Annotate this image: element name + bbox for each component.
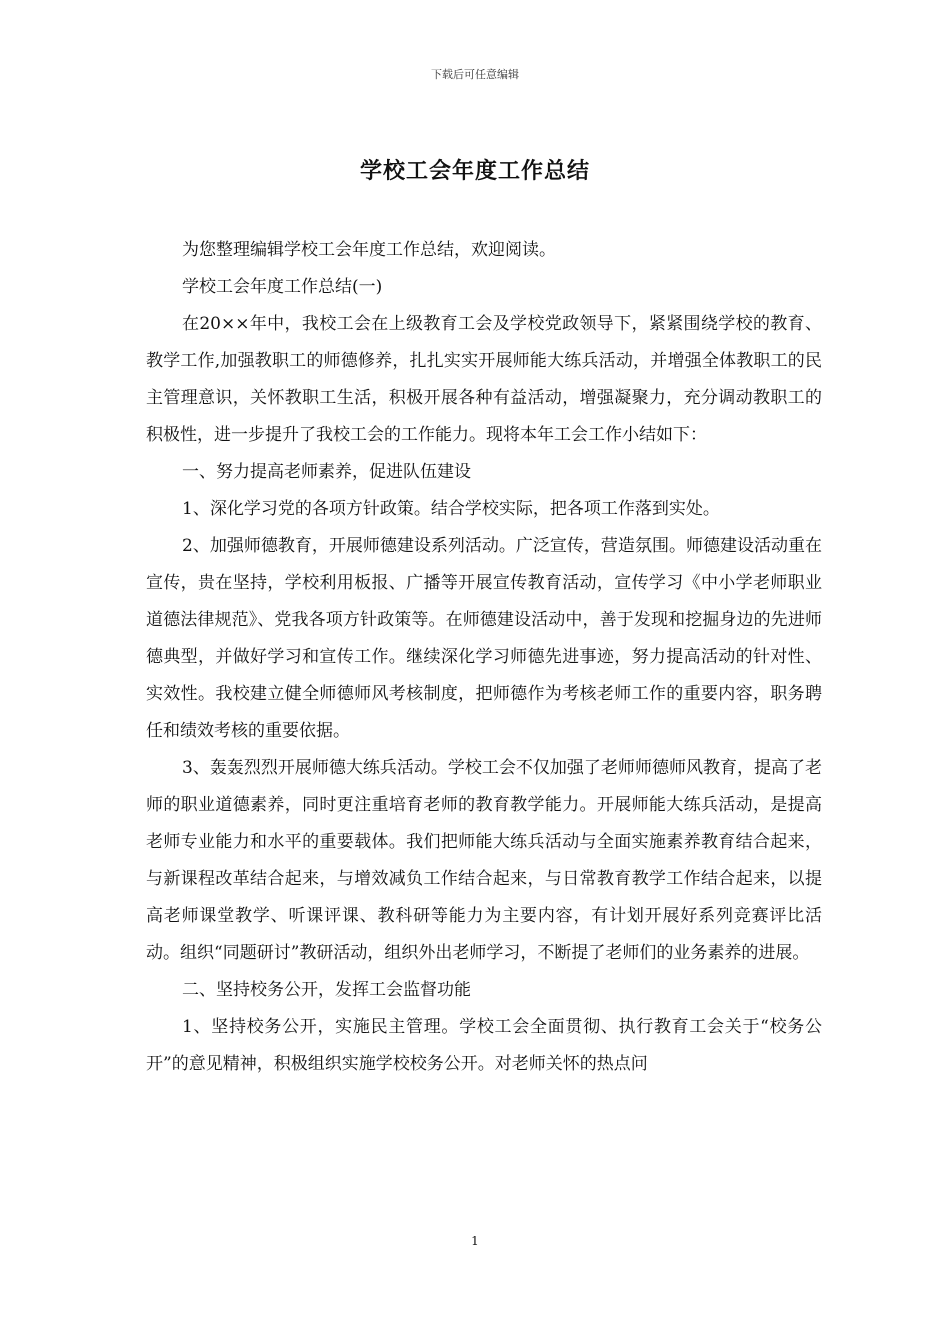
paragraph-item-1-2: 2、加强师德教育，开展师德建设系列活动。广泛宣传，营造氛围。师德建设活动重在宣传，贵在坚持，学校利用板报、广播等开展宣传教育活动，宣传学习《中小学老师职业道德法律规范》、党我各项方针政策等。在师德建设活动中，善于发现和挖掘身边的先进师德典型，并做好学习和宣传工作。继续深化学习师德先进事迹，努力提高活动的针对性、实效性。我校建立健全师德师风考核制度，把师德作为考核老师工作的重要内容，职务聘任和绩效考核的重要依据。	[146, 536, 822, 741]
header-note: 下载后可任意编辑	[431, 68, 519, 81]
paragraph-intro: 为您整理编辑学校工会年度工作总结，欢迎阅读。	[182, 240, 556, 260]
paragraph-overview: 在20××年中，我校工会在上级教育工会及学校党政领导下，紧紧围绕学校的教育、教学工作,加强教职工的师德修养，扎扎实实开展师能大练兵活动，并增强全体教职工的民主管理意识，关怀教职工生活，积极开展各种有益活动，增强凝聚力，充分调动教职工的积极性，进一步提升了我校工会的工作能力。现将本年工会工作小结如下：	[146, 314, 822, 445]
paragraph-item-2-1: 1、坚持校务公开，实施民主管理。学校工会全面贯彻、执行教育工会关于“校务公开”的意见精神，积极组织实施学校校务公开。对老师关怀的热点问	[146, 1017, 822, 1074]
section-heading-2: 二、坚持校务公开，发挥工会监督功能	[182, 980, 471, 1000]
page-number: 1	[471, 1234, 479, 1248]
document-title: 学校工会年度工作总结	[359, 158, 590, 184]
section-heading-1: 一、努力提高老师素养，促进队伍建设	[182, 462, 471, 482]
paragraph-subtitle: 学校工会年度工作总结(一)	[182, 277, 383, 297]
paragraph-item-1-3: 3、轰轰烈烈开展师德大练兵活动。学校工会不仅加强了老师师德师风教育，提高了老师的职业道德素养，同时更注重培育老师的教育教学能力。开展师能大练兵活动，是提高老师专业能力和水平的重要载体。我们把师能大练兵活动与全面实施素养教育结合起来，与新课程改革结合起来，与增效减负工作结合起来，与日常教育教学工作结合起来，以提高老师课堂教学、听课评课、教科研等能力为主要内容，有计划开展好系列竞赛评比活动。组织“同题研讨”教研活动，组织外出老师学习，不断提了老师们的业务素养的进展。	[146, 758, 822, 963]
document-body	[146, 232, 822, 1083]
paragraph-item-1-1: 1、深化学习党的各项方针政策。结合学校实际，把各项工作落到实处。	[182, 499, 720, 519]
